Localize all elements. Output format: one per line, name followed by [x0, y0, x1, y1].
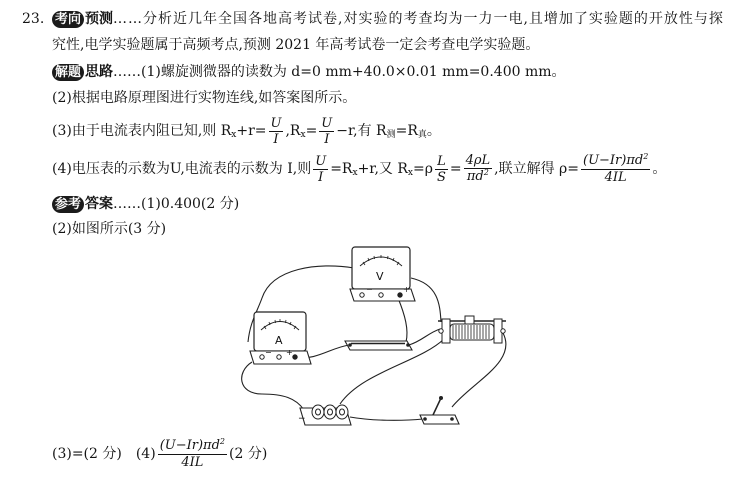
answer-3: (3)=(2 分) [52, 446, 122, 462]
step3-sub: x [231, 130, 237, 140]
fraction-denominator: 4IL [604, 170, 627, 185]
step4-text: = [449, 161, 462, 177]
rheostat-terminal [439, 329, 443, 333]
fraction-numerator: L [437, 153, 446, 169]
answer-4-label: (4) [135, 446, 156, 462]
step4-text: 。 [652, 161, 667, 177]
switch-knob [439, 396, 443, 400]
numerator-base: (U−Ir)πd [159, 438, 220, 453]
battery-cell-cap [340, 409, 345, 415]
fraction-numerator: U [315, 153, 327, 169]
denominator-exponent: 2 [483, 168, 489, 177]
step4-text: +r,又 R [357, 161, 408, 177]
solution-heading: 思路 [85, 64, 114, 80]
wire-voltmeter-to-resistor [398, 298, 407, 342]
fraction-denominator: 4IL [181, 455, 204, 470]
fraction-numerator: U [321, 115, 333, 131]
question-text-2: 究性,电学实验题属于高频考点,预测 2021 年高考试卷一定会考查电学实验题。 [52, 37, 540, 53]
answer-4-score: (2 分) [229, 446, 268, 462]
question-number: 23. [22, 11, 45, 27]
battery-cell-cap [328, 409, 333, 415]
fraction-numerator: 4ρL [465, 153, 491, 168]
battery-minus: − [298, 414, 306, 424]
voltmeter-terminal [398, 293, 402, 297]
board [345, 341, 412, 350]
question-badge: 考向 [52, 11, 84, 28]
answer-line-3 [52, 437, 268, 470]
fraction-numerator [158, 439, 227, 455]
ammeter [250, 312, 311, 364]
wire-voltmeter-to-rheostat [411, 278, 441, 322]
solution-step-1: ……(1)螺旋测微器的读数为 d=0 mm+40.0×0.01 mm=0.400 mm。 [113, 64, 566, 80]
switch [420, 396, 459, 424]
voltmeter-plus: + [403, 285, 410, 294]
step4-sub: x [407, 168, 413, 178]
answer-1: ……(1)0.400(2 分) [113, 196, 240, 212]
ammeter-terminal [277, 355, 281, 359]
answer-heading: 答案 [85, 196, 114, 212]
answer-2: (2)如图所示(3 分) [52, 221, 167, 237]
step3-text: ,R [285, 123, 301, 139]
step3-text: = [305, 123, 318, 139]
question-text-1: ……分析近几年全国各地高考试卷,对实验的考查均为一力一电,且增加了实验题的开放性与探 [113, 11, 724, 27]
step3-sub: x [300, 130, 306, 140]
switch-terminal [450, 417, 454, 421]
voltmeter-terminal [360, 293, 364, 297]
rheostat-terminal [501, 329, 505, 333]
question-heading: 预测 [85, 11, 114, 27]
step3-text: (3)由于电流表内阻已知,则 R [52, 123, 232, 139]
voltmeter-label: V [376, 270, 384, 283]
solution-step-2: (2)根据电路原理图进行实物连线,如答案图所示。 [52, 90, 357, 106]
step3-text: =R [395, 123, 418, 139]
step4-sub: x [352, 168, 358, 178]
battery-box [298, 405, 351, 425]
numerator-exponent: 2 [219, 437, 225, 446]
ammeter-terminal [293, 355, 297, 359]
step3-sub-measured: 测 [386, 130, 396, 140]
step3-text: +r= [236, 123, 267, 139]
rheostat-slider [465, 316, 474, 324]
denominator-base: πd [466, 169, 484, 184]
ammeter-plus: + [286, 348, 293, 357]
wire-switch-to-battery [350, 417, 423, 420]
step3-text: −r,有 R [336, 123, 387, 139]
resistance-wire-board [345, 341, 412, 350]
fraction-denominator: I [273, 131, 279, 147]
switch-terminal [423, 417, 427, 421]
numerator-base: (U−Ir)πd [583, 153, 644, 168]
voltmeter-minus: − [366, 285, 373, 294]
ammeter-terminal [260, 355, 264, 359]
wire-resistor-to-rheostat [409, 329, 440, 345]
step4-text: ,联立解得 ρ= [494, 161, 579, 177]
step3-sub-true: 真 [417, 130, 427, 140]
fraction-denominator: I [318, 169, 324, 185]
fraction-denominator: S [436, 169, 446, 185]
ammeter-label: A [275, 334, 283, 347]
voltmeter-terminal [379, 293, 383, 297]
answer-badge: 参考 [52, 196, 84, 213]
wire-rheostat-to-switch [452, 333, 506, 407]
fraction-numerator: U [270, 115, 282, 131]
board-terminal [406, 343, 410, 347]
step3-text: 。 [426, 123, 441, 139]
wire-ammeter-to-battery [242, 362, 304, 410]
sliding-rheostat [438, 316, 506, 343]
board-terminal [348, 343, 352, 347]
switch-lever [433, 398, 441, 415]
fraction-denominator: I [324, 131, 330, 147]
ammeter-minus: − [265, 348, 272, 357]
step4-text: =ρ [412, 161, 433, 177]
numerator-exponent: 2 [643, 152, 649, 161]
battery-cell-cap [316, 409, 321, 415]
answer-4-fraction [158, 439, 227, 469]
step4-text: (4)电压表的示数为U,电流表的示数为 I,则 [52, 161, 312, 177]
rheostat-coil [450, 324, 494, 340]
solution-badge: 解题 [52, 64, 84, 81]
step4-text: =R [330, 161, 353, 177]
voltmeter [350, 247, 415, 301]
